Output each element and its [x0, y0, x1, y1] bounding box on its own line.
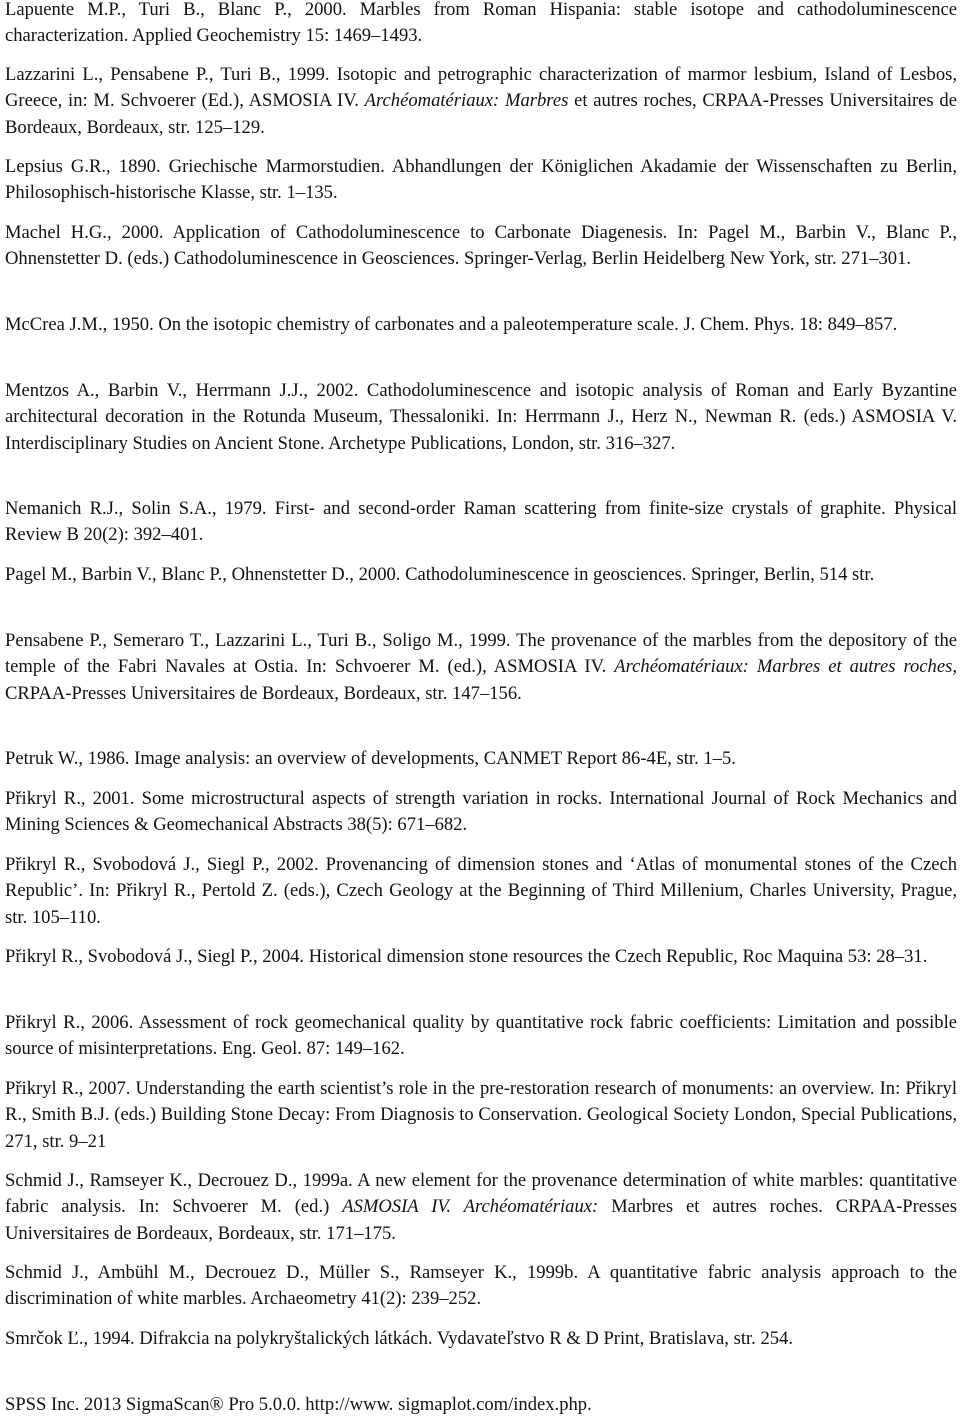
reference-text: Nemanich R.J., Solin S.A., 1979. First- and second-order Raman scattering from finite-size crystals of graphite. Physical Review B 20(2): 392–401. — [5, 498, 957, 546]
reference-schmid-1999b — [5, 1260, 957, 1313]
reference-prikryl-2004 — [5, 944, 957, 970]
reference-text: Petruk W., 1986. Image analysis: an overview of developments, CANMET Report 86-4E, str. 1–5. — [5, 748, 736, 769]
reference-lapuente-2000 — [5, 0, 957, 50]
reference-text: Smrčok Ľ., 1994. Difrakcia na polykryštalických látkách. Vydavateľstvo R & D Print, Bratislava, str. 254. — [5, 1328, 793, 1349]
reference-text: Lazzarini L., Pensabene P., Turi B., 1999. Isotopic and petrographic characterization of marmor lesbium, Island of Lesbos, Greece, in: M. Schvoerer (Ed.), ASMOSIA IV. — [5, 64, 957, 112]
reference-spss-2013 — [5, 1392, 957, 1418]
reference-text: Schmid J., Ambühl M., Decrouez D., Müller S., Ramseyer K., 1999b. A quantitative fabric analysis approach to the discrimination of white marbles. Archaeometry 41(2): 239–252. — [5, 1262, 957, 1310]
reference-petruk-1986 — [5, 746, 957, 772]
reference-text: Přikryl R., 2007. Understanding the earth scientist’s role in the pre-restoration research of monuments: an overview. In: Přikryl R., Smith B.J. (eds.) Building Stone Decay: From Diagnosis to Conservation. Geological Society London, Special Publications, 271, str. 9–21 — [5, 1078, 957, 1152]
reference-text: Machel H.G., 2000. Application of Cathodoluminescence to Carbonate Diagenesis. In: Pagel M., Barbin V., Blanc P., Ohnenstetter D. (eds.) Cathodoluminescence in Geosciences. Springer-Verlag, Berlin Heidelberg New York, str. 271–301. — [5, 222, 957, 270]
reference-text: Přikryl R., 2001. Some microstructural aspects of strength variation in rocks. International Journal of Rock Mechanics and Mining Sciences & Geomechanical Abstracts 38(5): 671–682. — [5, 788, 957, 836]
reference-lazzarini-1999 — [5, 62, 957, 141]
reference-machel-2000 — [5, 220, 957, 273]
reference-text: Pagel M., Barbin V., Blanc P., Ohnenstetter D., 2000. Cathodoluminescence in geosciences. Springer, Berlin, 514 str. — [5, 564, 875, 585]
reference-text: Pensabene P., Semeraro T., Lazzarini L., Turi B., Soligo M., 1999. The provenance of the marbles from the depository of the temple of the Fabri Navales at Ostia. In: Schvoerer M. (ed.), ASMOSIA IV. — [5, 630, 957, 678]
reference-schmid-1999a — [5, 1168, 957, 1247]
reference-text: Přikryl R., 2006. Assessment of rock geomechanical quality by quantitative rock fabric coefficients: Limitation and possible source of misinterpretations. Eng. Geol. 87: 149–162. — [5, 1012, 957, 1060]
reference-italic-title: ASMOSIA IV. Archéomatériaux: — [342, 1196, 599, 1218]
reference-text: McCrea J.M., 1950. On the isotopic chemistry of carbonates and a paleotemperature scale. J. Chem. Phys. 18: 849–857. — [5, 314, 898, 335]
reference-italic-title: Archéomatériaux: Marbres — [364, 90, 569, 112]
reference-text: Lapuente M.P., Turi B., Blanc P., 2000. Marbles from Roman Hispania: stable isotope and cathodoluminescence characterization. Applied Geochemistry 15: 1469–1493. — [5, 0, 957, 47]
reference-text: Mentzos A., Barbin V., Herrmann J.J., 2002. Cathodoluminescence and isotopic analysis of Roman and Early Byzantine architectural decoration in the Rotunda Museum, Thessaloniki. In: Herrmann J., Herz N., Newman R. (eds.) ASMOSIA V. Interdisciplinary Studies on Ancient Stone. Archetype Publications, London, str. 316–327. — [5, 380, 957, 454]
reference-text: Přikryl R., Svobodová J., Siegl P., 2004. Historical dimension stone resources the Czech Republic, Roc Maquina 53: 28–31. — [5, 946, 928, 967]
reference-italic-title: Archéomatériaux: Marbres et autres roches — [614, 656, 953, 678]
reference-text: , CRPAA-Presses Universitaires de Bordeaux, Bordeaux, str. 147–156. — [5, 656, 957, 704]
reference-text: et autres roches, CRPAA-Presses Universitaires de Bordeaux, Bordeaux, str. 125–129. — [5, 90, 957, 138]
reference-text: Lepsius G.R., 1890. Griechische Marmorstudien. Abhandlungen der Königlichen Akadamie der Wissenschaften zu Berlin, Philosophisch-historische Klasse, str. 1–135. — [5, 156, 957, 204]
reference-lepsius-1890 — [5, 154, 957, 207]
reference-prikryl-2006 — [5, 1010, 957, 1063]
reference-prikryl-2001 — [5, 786, 957, 839]
reference-text: Marbres et autres roches. CRPAA-Presses Universitaires de Bordeaux, Bordeaux, str. 171–175. — [5, 1196, 958, 1244]
reference-text: Schmid J., Ramseyer K., Decrouez D., 1999a. A new element for the provenance determination of white marbles: quantitative fabric analysis. In: Schvoerer M. (ed.) — [5, 1170, 957, 1218]
reference-smrcok-1994 — [5, 1326, 957, 1352]
reference-mccrea-1950 — [5, 312, 957, 338]
reference-text: Přikryl R., Svobodová J., Siegl P., 2002. Provenancing of dimension stones and ‘Atlas of monumental stones of the Czech Republic’. In: Přikryl R., Pertold Z. (eds.), Czech Geology at the Beginning of Third Millenium, Charles University, Prague, str. 105–110. — [5, 854, 957, 928]
reference-pagel-2000 — [5, 562, 957, 588]
reference-prikryl-2002 — [5, 852, 957, 931]
reference-text: SPSS Inc. 2013 SigmaScan® Pro 5.0.0. http://www. sigmaplot.com/index.php. — [5, 1394, 592, 1415]
reference-prikryl-2007 — [5, 1076, 957, 1155]
reference-pensabene-1999 — [5, 628, 957, 707]
reference-nemanich-1979 — [5, 496, 957, 549]
reference-mentzos-2002 — [5, 378, 957, 457]
